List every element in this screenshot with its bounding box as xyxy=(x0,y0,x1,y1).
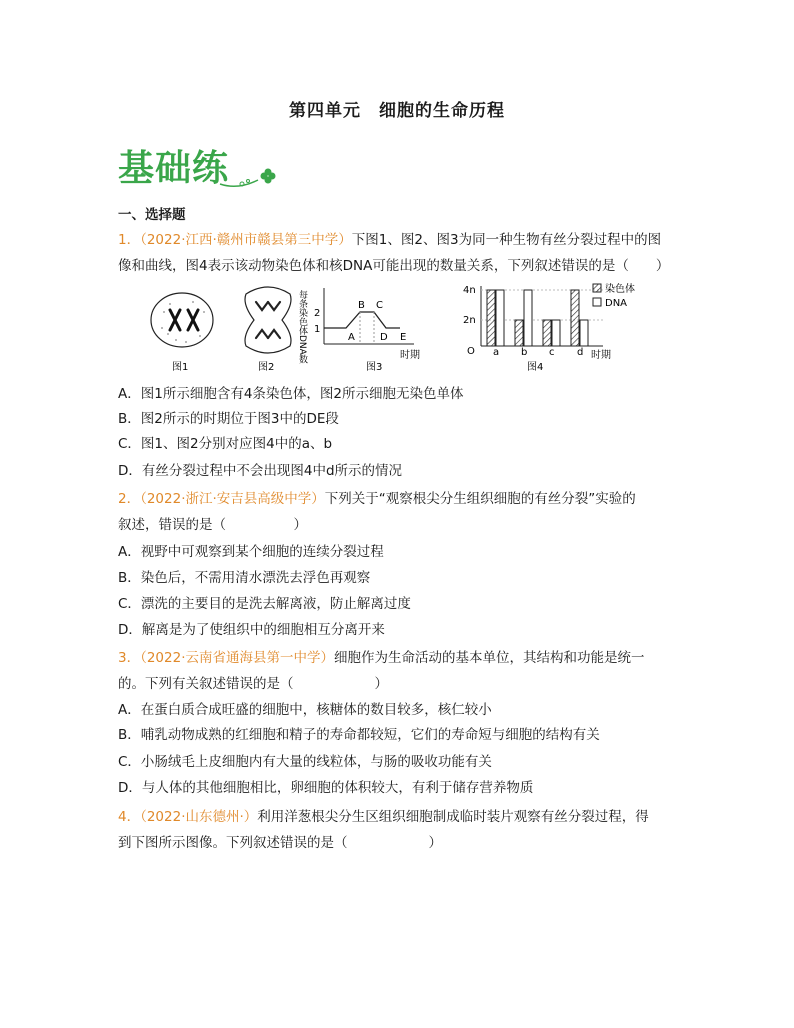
question-text: 下列关于“观察根尖分生组织细胞的有丝分裂”实验的 xyxy=(324,491,636,507)
figure-2-cell-diagram xyxy=(238,282,298,374)
x-axis-label: 时期 xyxy=(591,350,611,361)
figure-3-caption: 图3 xyxy=(366,362,383,373)
bar-d-dna xyxy=(580,320,588,346)
figure-1-caption: 图1 xyxy=(172,362,189,373)
figure-4-caption: 图4 xyxy=(527,362,544,373)
svg-text:E: E xyxy=(400,332,407,343)
section-heading: 一、选择题 xyxy=(118,207,186,223)
question-text-cont: 叙述，错误的是（ ） xyxy=(118,517,307,533)
page-title: 第四单元 细胞的生命历程 xyxy=(289,101,505,121)
question-text-cont: 像和曲线，图4表示该动物染色体和核DNA可能出现的数量关系，下列叙述错误的是（ ） xyxy=(118,258,670,274)
svg-text:时期: 时期 xyxy=(400,350,420,361)
y-tick-4n: 4n xyxy=(463,285,476,296)
question-1 xyxy=(118,227,678,279)
svg-text:B: B xyxy=(358,300,365,311)
legend-dna: DNA xyxy=(605,298,628,309)
y-tick-2n: 2n xyxy=(463,315,476,326)
legend-chromosome: 染色体 xyxy=(605,284,635,295)
figure-row xyxy=(148,282,668,374)
bar-d-chromosome xyxy=(571,290,579,346)
question-2 xyxy=(118,486,678,538)
question-4 xyxy=(118,804,678,856)
q1-option-b: B．图2所示的时期位于图3中的DE段 xyxy=(118,411,339,427)
bar-c-chromosome xyxy=(543,320,551,346)
question-text-cont: 到下图所示图像。下列叙述错误的是（ ） xyxy=(118,835,442,851)
svg-text:D: D xyxy=(380,332,388,343)
question-source: （2022·云南省通海县第一中学） xyxy=(140,650,334,666)
bar-a-dna xyxy=(496,290,504,346)
x-tick-c: c xyxy=(549,347,555,358)
x-tick-a: a xyxy=(493,347,500,358)
q1-option-c: C．图1、图2分别对应图4中的a、b xyxy=(118,436,333,452)
q3-option-d: D．与人体的其他细胞相比，卵细胞的体积较大，有利于储存营养物质 xyxy=(118,780,534,796)
q3-option-c: C．小肠绒毛上皮细胞内有大量的线粒体，与肠的吸收功能有关 xyxy=(118,754,492,770)
figure-3-line-graph xyxy=(296,282,436,374)
svg-text:C: C xyxy=(376,300,383,311)
question-text: 细胞作为生命活动的基本单位，其结构和功能是统一 xyxy=(334,650,645,666)
q2-option-c: C．漂洗的主要目的是洗去解离液，防止解离过度 xyxy=(118,596,411,612)
question-text-cont: 的。下列有关叙述错误的是（ ） xyxy=(118,676,388,692)
figure-2-caption: 图2 xyxy=(258,362,275,373)
figure-1-cell-diagram xyxy=(148,282,218,374)
bar-b-chromosome xyxy=(515,320,523,346)
svg-text:2: 2 xyxy=(314,308,321,319)
bar-c-dna xyxy=(552,320,560,346)
question-text: 下图1、图2、图3为同一种生物有丝分裂过程中的图 xyxy=(351,232,662,248)
q2-option-d: D．解离是为了使组织中的细胞相互分离开来 xyxy=(118,622,385,638)
q2-option-b: B．染色后，不需用清水漂洗去浮色再观察 xyxy=(118,570,371,586)
svg-text:1: 1 xyxy=(314,324,321,335)
clover-decoration-icon xyxy=(218,162,278,192)
q2-option-a: A．视野中可观察到某个细胞的连续分裂过程 xyxy=(118,544,384,560)
x-tick-d: d xyxy=(577,347,584,358)
question-source: （2022·浙江·安吉县高级中学） xyxy=(140,491,325,507)
question-3 xyxy=(118,645,678,697)
banner xyxy=(118,140,278,192)
svg-text:A: A xyxy=(348,332,355,343)
question-source: （2022·江西·赣州市赣县第三中学） xyxy=(140,232,352,248)
figure-4-bar-chart xyxy=(453,282,673,374)
q1-option-a: A．图1所示细胞含有4条染色体，图2所示细胞无染色单体 xyxy=(118,386,464,402)
x-tick-b: b xyxy=(521,347,528,358)
question-number: 1． xyxy=(118,232,141,248)
figure-3-ylabel: 每条染色体DNA数 xyxy=(297,290,307,364)
q3-option-b: B．哺乳动物成熟的红细胞和精子的寿命都较短，它们的寿命短与细胞的结构有关 xyxy=(118,727,600,743)
question-number: 4． xyxy=(118,809,141,825)
bar-a-chromosome xyxy=(487,290,495,346)
question-source: （2022·山东德州·） xyxy=(140,809,258,825)
origin-label: O xyxy=(467,346,475,357)
q1-option-d: D．有丝分裂过程中不会出现图4中d所示的情况 xyxy=(118,463,403,479)
bar-b-dna xyxy=(524,290,532,346)
question-text: 利用洋葱根尖分生区组织细胞制成临时装片观察有丝分裂过程，得 xyxy=(257,809,649,825)
question-number: 2． xyxy=(118,491,141,507)
q3-option-a: A．在蛋白质合成旺盛的细胞中，核糖体的数目较多，核仁较小 xyxy=(118,702,492,718)
question-number: 3． xyxy=(118,650,141,666)
banner-text: 基础练 xyxy=(118,148,230,189)
